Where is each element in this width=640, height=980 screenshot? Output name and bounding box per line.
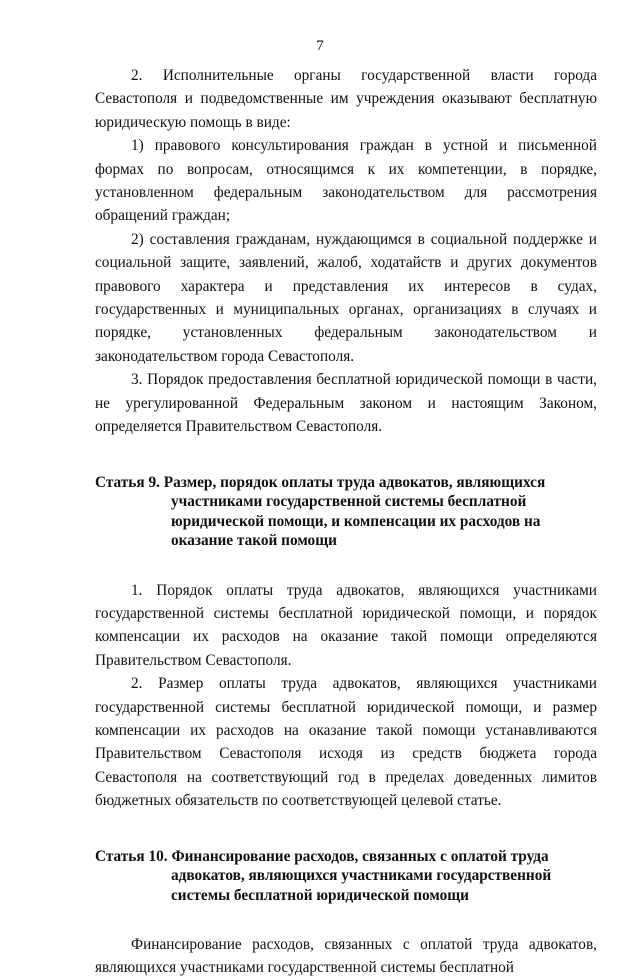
paragraph-2: 2. Исполнительные органы государственной власти города Севастополя и подведомственные им учреждения оказывают бесплатную юридическую помощь в виде: xyxy=(95,67,597,131)
paragraph-2-2: 2) составления гражданам, нуждающимся в социальной поддержке и социальной защите, заявлений, жалоб, ходатайств и других документов правового характера и представления их интересов в судах, государственных и муниципальных органах, организациях в случаях и порядке, установленных федеральным законодательством и законодательством города Севастополя. xyxy=(95,230,597,365)
spacer xyxy=(95,551,597,579)
article-9-paragraph-2: 2. Размер оплаты труда адвокатов, являющихся участниками государственной системы бесплатной юридической помощи, и размер компенсации их расходов на оказание такой помощи устанавливаются Правительством Севастополя исходя из средств бюджета города Севастополя на соответствующий год в пределах доведенных лимитов бюджетных обязательств по соответствующей целевой статье. xyxy=(95,675,597,810)
spacer xyxy=(95,813,597,847)
document-body xyxy=(95,64,597,980)
article-10-paragraph-1: Финансирование расходов, связанных с оплатой труда адвокатов, являющихся участниками государственной системы бесплатной xyxy=(95,936,597,977)
page-number: 7 xyxy=(316,38,324,54)
article-9-paragraph-1: 1. Порядок оплаты труда адвокатов, являющихся участниками государственной системы бесплатной юридической помощи, и порядок компенсации их расходов на оказание такой помощи определяются Правительством Севастополя. xyxy=(95,581,597,669)
paragraph-3: 3. Порядок предоставления бесплатной юридической помощи в части, не урегулированной Федеральным законом и настоящим Законом, определяется Правительством Севастополя. xyxy=(95,371,597,436)
article-10-heading: Статья 10. Финансирование расходов, связанных с оплатой труда адвокатов, являющихся участниками государственной системы бесплатной юридической помощи xyxy=(95,847,552,904)
article-9-heading: Статья 9. Размер, порядок оплаты труда адвокатов, являющихся участниками государственной системы бесплатной юридической помощи, и компенсации их расходов на оказание такой помощи xyxy=(95,473,546,549)
spacer xyxy=(95,439,597,473)
spacer xyxy=(95,905,597,933)
paragraph-2-1: 1) правового консультирования граждан в устной и письменной формах по вопросам, относящимся к их компетенции, в порядке, установленном федеральным законодательством для рассмотрения обращений граждан; xyxy=(95,137,597,225)
